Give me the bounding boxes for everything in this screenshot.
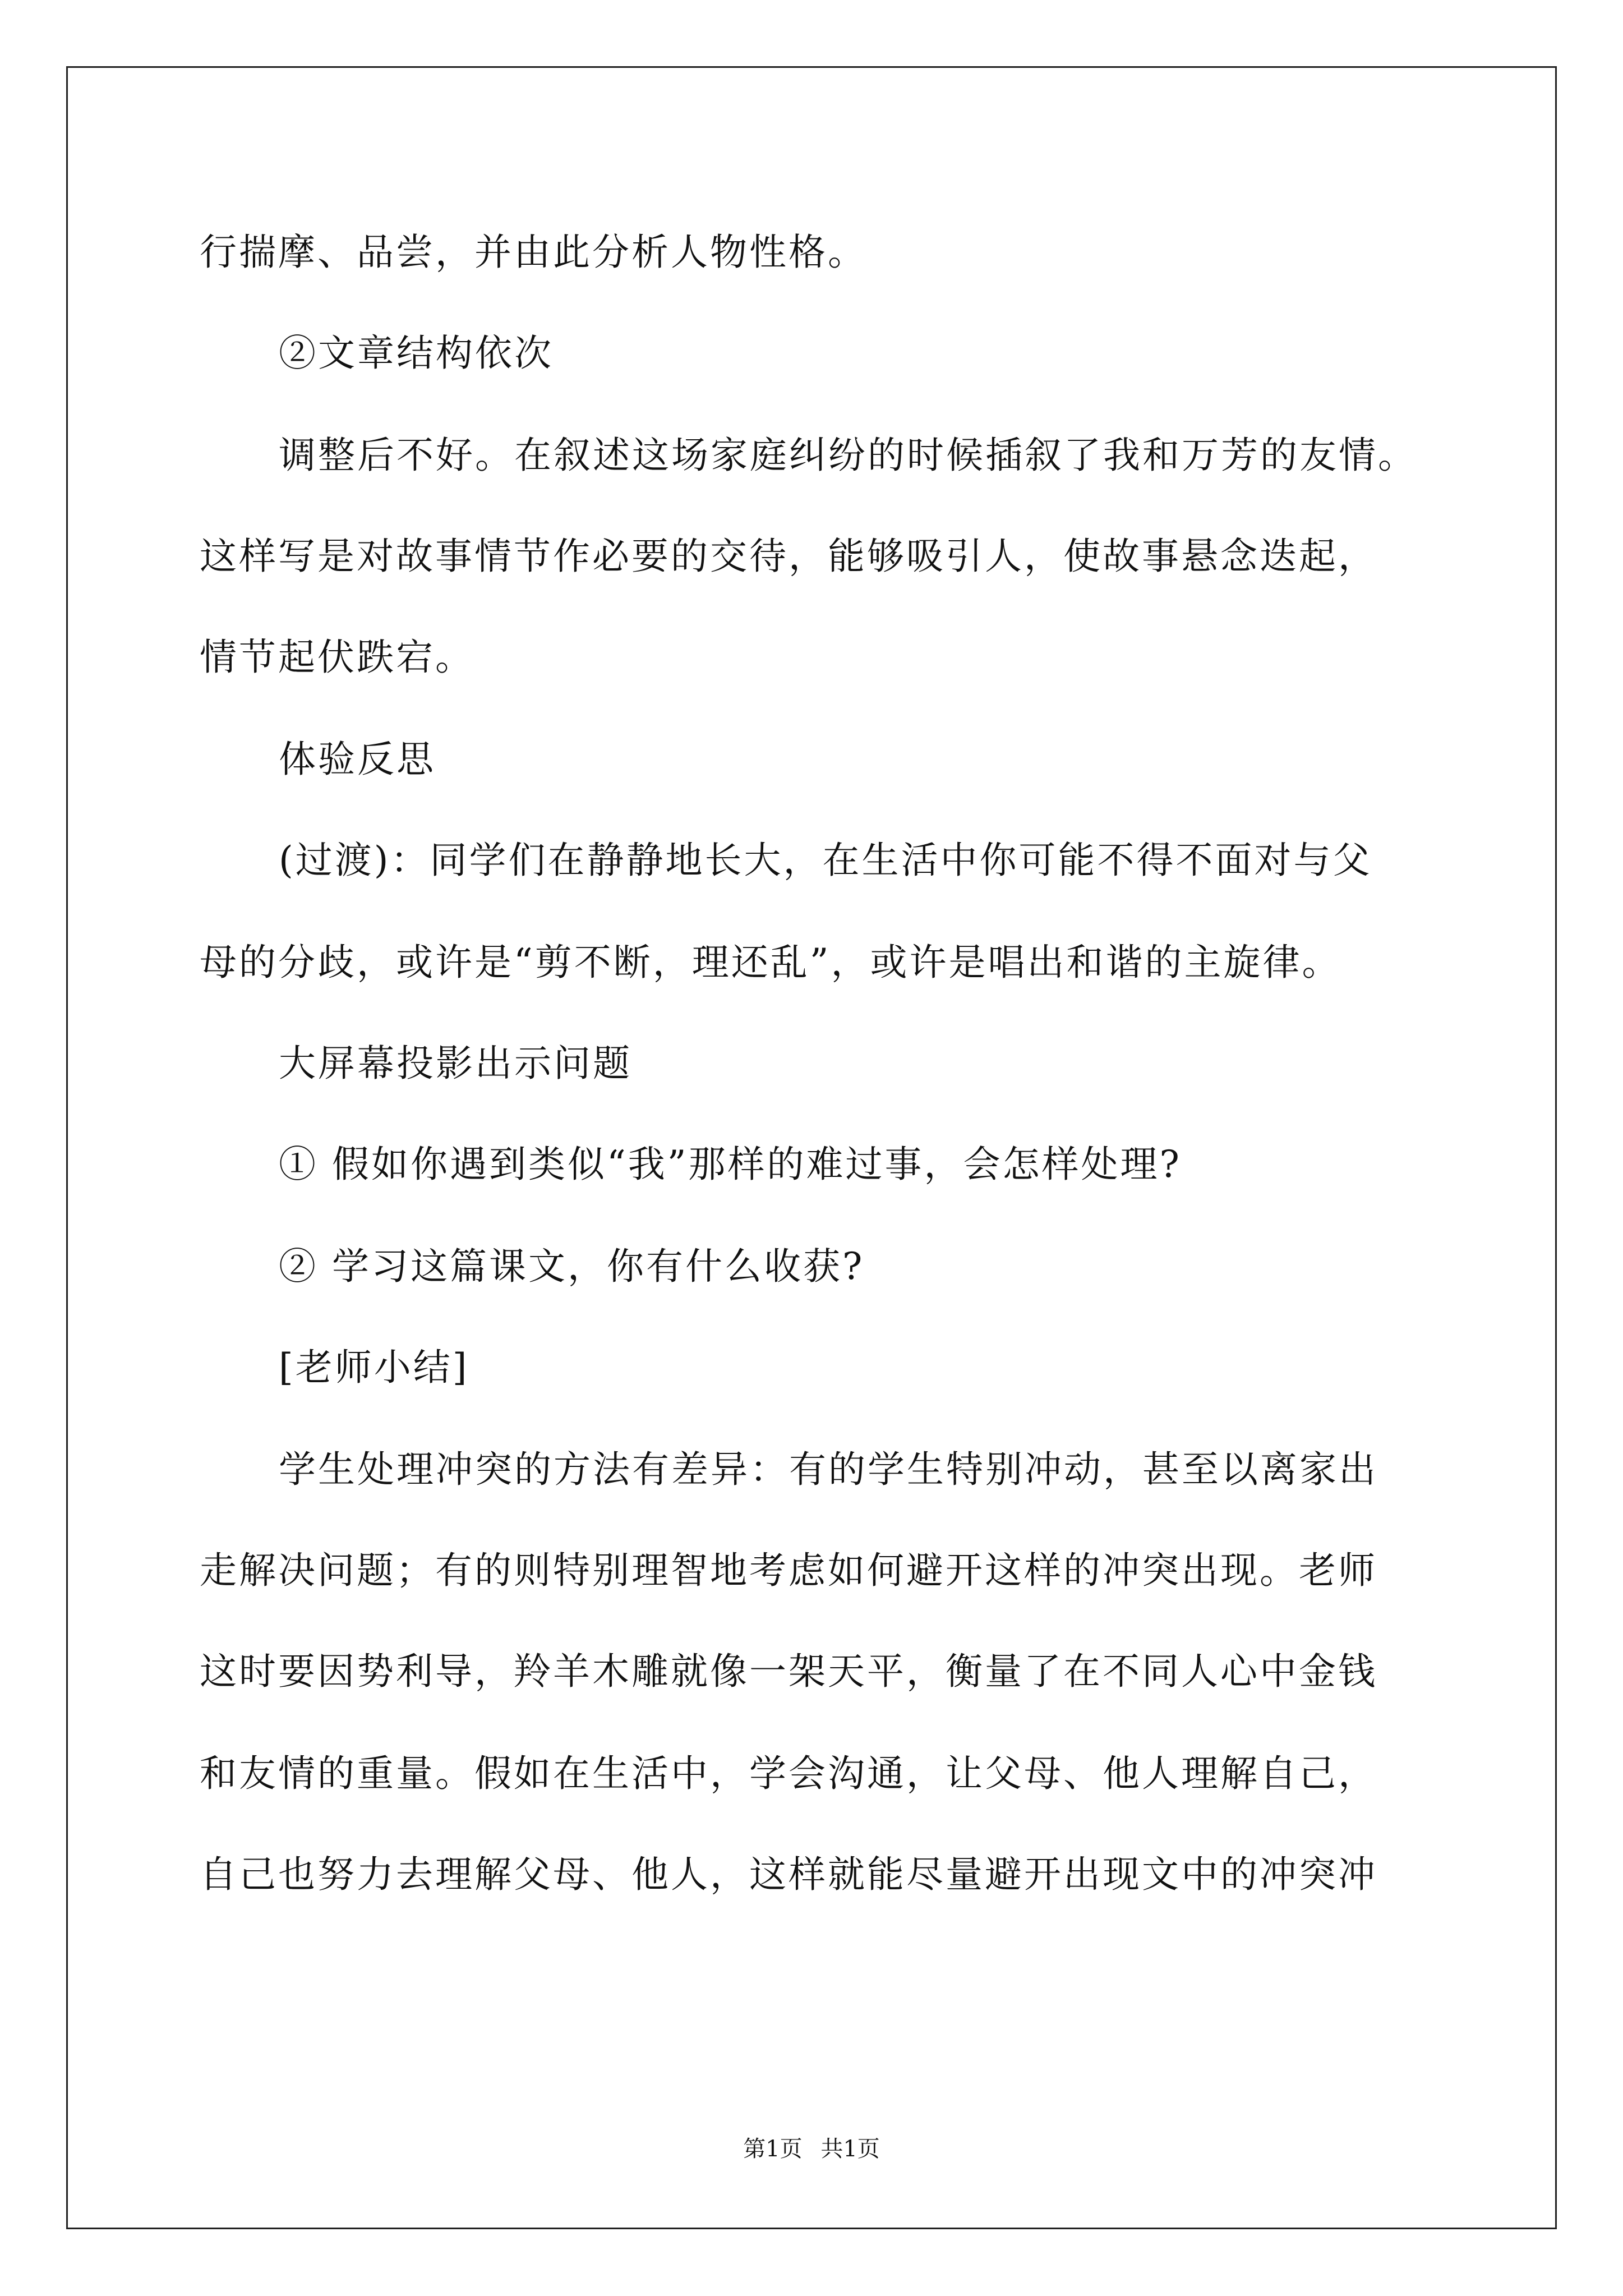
text-line-6: 体验反思: [279, 738, 436, 781]
text-line-12: [老师小结]: [279, 1346, 469, 1389]
text-line-9: 大屏幕投影出示问题: [279, 1042, 632, 1085]
text-line-16: 和友情的重量。假如在生活中，学会沟通，让父母、他人理解自己，: [200, 1752, 1377, 1795]
page-total: 共1页: [820, 2136, 880, 2162]
text-line-14: 走解决问题；有的则特别理智地考虑如何避开这样的冲突出现。老师: [200, 1549, 1377, 1592]
text-line-13: 学生处理冲突的方法有差异：有的学生特别冲动，甚至以离家出: [279, 1448, 1378, 1491]
text-line-10: ① 假如你遇到类似“我”那样的难过事，会怎样处理?: [279, 1143, 1182, 1186]
text-line-4: 这样写是对故事情节作必要的交待，能够吸引人，使故事悬念迭起，: [200, 535, 1377, 578]
text-line-15: 这时要因势利导，羚羊木雕就像一架天平，衡量了在不同人心中金钱: [200, 1650, 1377, 1693]
text-line-11: ② 学习这篇课文，你有什么收获?: [279, 1245, 865, 1288]
text-line-3: 调整后不好。在叙述这场家庭纠纷的时候插叙了我和万芳的友情。: [279, 434, 1417, 477]
text-line-17: 自己也努力去理解父母、他人，这样就能尽量避开出现文中的冲突冲: [200, 1853, 1377, 1896]
text-line-8: 母的分歧，或许是“剪不断，理还乱”，或许是唱出和谐的主旋律。: [200, 941, 1341, 984]
page-footer: [0, 2133, 1623, 2165]
text-line-2: ②文章结构依次: [279, 332, 554, 375]
page-number: 第1页: [743, 2136, 803, 2162]
text-line-5: 情节起伏跌宕。: [200, 636, 474, 679]
text-line-1: 行揣摩、品尝，并由此分析人物性格。: [200, 231, 867, 274]
text-line-7: (过渡)：同学们在静静地长大，在生活中你可能不得不面对与父: [279, 839, 1372, 882]
